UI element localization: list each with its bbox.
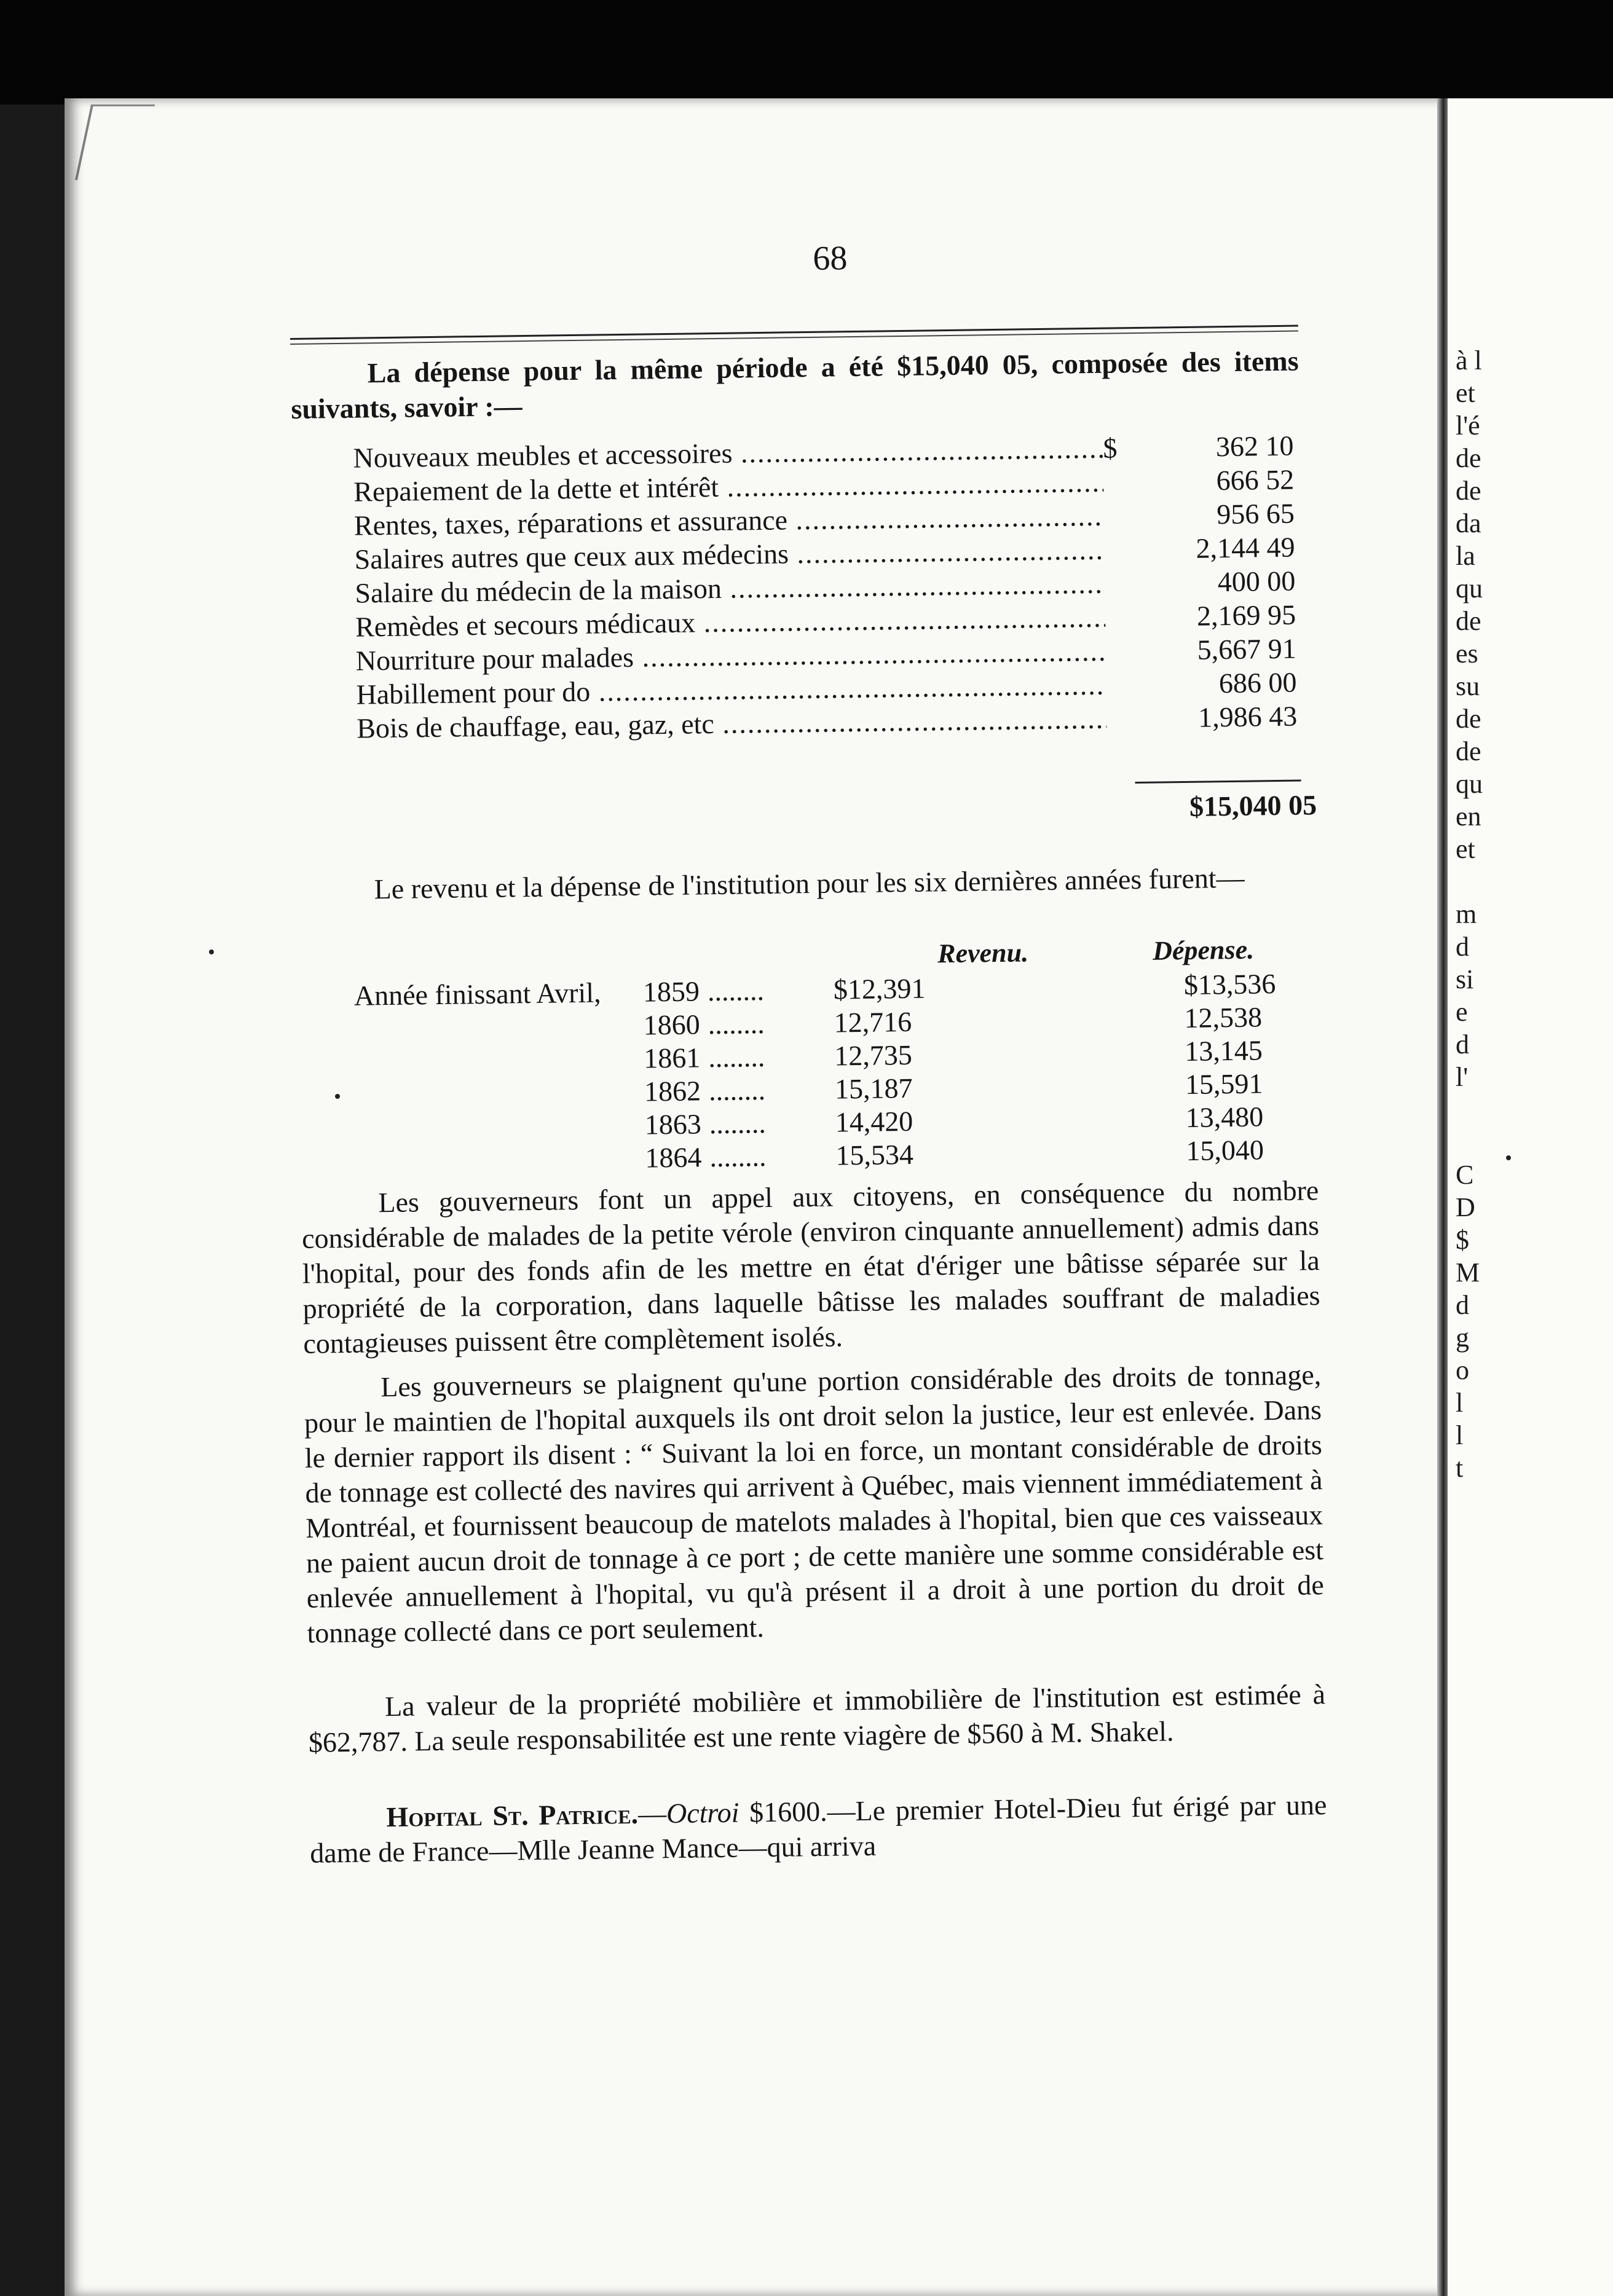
scan-border — [0, 0, 1613, 104]
facing-page-fragment: et — [1456, 378, 1475, 408]
expense-cell: 13,145 — [1184, 1034, 1263, 1067]
facing-page-fragment: t — [1456, 1453, 1464, 1483]
expense-item-amount: 362 10 — [1215, 430, 1294, 463]
page-number: 68 — [812, 239, 848, 278]
facing-page-fragment: de — [1456, 736, 1481, 766]
facing-page-fragment: g — [1456, 1323, 1469, 1353]
facing-page-fragment: l'é — [1456, 411, 1480, 441]
expense-item-label: Salaire du médecin de la maison ..... — [355, 567, 1105, 610]
expense-total: $15,040 05 — [1189, 789, 1317, 822]
revenue-row-label: Année finissant Avril, — [353, 977, 601, 1012]
expense-item-amount: 686 00 — [1218, 666, 1297, 699]
expense-item-amount: 1,986 43 — [1197, 700, 1298, 733]
expense-intro: La dépense pour la même période a été $15,040 05, composée des items suivants, savoir :— — [291, 345, 1299, 425]
revenue-cell: 12,716 — [834, 1005, 912, 1039]
paragraph-st-patrice — [309, 1787, 1327, 1871]
expense-table — [353, 429, 1315, 745]
dot-leader: ........ — [709, 1140, 767, 1173]
expense-item-label: Rentes, taxes, réparations et assurance ..... — [354, 500, 1105, 542]
expense-item-label: Repaiement de la dette et intérêt ..... — [353, 466, 1104, 508]
expense-item-amount: 400 00 — [1217, 565, 1296, 598]
dot-leader: ........ — [709, 1107, 767, 1140]
dot-leader: ........ — [708, 1007, 765, 1040]
expense-cell: $13,536 — [1183, 968, 1276, 1001]
dot-leader: ........ — [708, 1074, 766, 1107]
facing-page-fragment: et — [1456, 834, 1475, 864]
facing-page-fragment: o — [1456, 1355, 1469, 1385]
expense-item-amount: 2,144 49 — [1196, 531, 1295, 564]
expense-cell: 13,480 — [1185, 1101, 1264, 1134]
revenue-cell: 15,187 — [834, 1072, 913, 1105]
paragraph-smallpox: Les gouverneurs font un appel aux citoyens, en conséquence du nombre considérable de malades de la petite vérole (environ cinquante annuellement) admis dans l'hopital, pour des fonds afin de les mettre en état d'ériger une bâtisse séparée sur la propriété de la corporation, dans laquelle bâtisse les malades souffrant de maladies contagieuses puissent être complètement isolés. — [301, 1174, 1320, 1359]
facing-page-fragment: m — [1456, 899, 1477, 929]
facing-page-fragment: l — [1456, 1420, 1464, 1450]
facing-page-fragment: de — [1456, 476, 1481, 506]
expense-item-label: Bois de chauffage, eau, gaz, etc ..... — [357, 702, 1107, 745]
expense-cell: 15,591 — [1185, 1067, 1263, 1101]
revenue-cell: 12,735 — [834, 1039, 913, 1072]
expense-item-amount: 666 52 — [1216, 463, 1295, 497]
facing-page-fragment: d — [1456, 932, 1469, 962]
year-cell: 1860 — [643, 1008, 700, 1041]
year-cell: 1863 — [644, 1108, 702, 1141]
facing-page-fragment: qu — [1456, 769, 1483, 799]
dot-leader: ........ — [707, 974, 765, 1007]
section-text: $1600.—Le premier Hotel-Dieu fut érigé par une dame de France—Mlle Jeanne Mance—qui arriva — [309, 1789, 1327, 1869]
expense-item-label: Remèdes et secours médicaux ..... — [355, 601, 1106, 643]
facing-page-fragment: D — [1456, 1192, 1475, 1222]
year-cell: 1862 — [644, 1075, 701, 1107]
facing-page-text — [1456, 344, 1483, 1484]
facing-page-fragment: en — [1456, 801, 1481, 832]
expense-item-amount: 2,169 95 — [1196, 599, 1296, 632]
expense-cell: 12,538 — [1184, 1001, 1263, 1034]
grant-label: Octroi — [666, 1796, 739, 1830]
year-cell: 1864 — [645, 1141, 702, 1174]
revenue-column-header: Revenu. — [937, 937, 1029, 969]
revenue-cell: $12,391 — [833, 972, 926, 1005]
dot-leader: ........ — [708, 1040, 765, 1074]
facing-page-fragment — [1456, 1126, 1483, 1158]
expense-item-label: Nourriture pour malades ..... — [355, 635, 1106, 677]
speck — [209, 949, 214, 954]
paragraph-property: La valeur de la propriété mobilière et immobilière de l'institution est estimée à $62,787. La seule responsabilitée est une rente viagère de $560 à M. Shakel. — [308, 1678, 1326, 1758]
facing-page-fragment: da — [1456, 508, 1481, 538]
year-cell: 1861 — [644, 1042, 701, 1074]
facing-page-fragment: $ — [1456, 1225, 1469, 1255]
expense-item-label: Nouveaux meubles et accessoires ..... — [353, 432, 1103, 474]
facing-page-fragment: d — [1456, 1290, 1469, 1320]
facing-page-fragment: l — [1456, 1388, 1464, 1418]
currency-sign: $ — [1103, 432, 1118, 464]
facing-page-fragment: si — [1456, 964, 1474, 994]
facing-page-fragment: qu — [1456, 573, 1483, 603]
section-heading: Hopital St. Patrice. — [386, 1798, 639, 1833]
expense-item-label: Habillement pour do ..... — [356, 669, 1106, 711]
revenue-intro: Le revenu et la dépense de l'institution pour les six dernières années furent— — [374, 862, 1245, 905]
revenue-cell: 15,534 — [835, 1138, 914, 1171]
currency-sign — [1105, 626, 1136, 627]
facing-page-fragment — [1456, 865, 1483, 898]
expense-cell: 15,040 — [1186, 1134, 1264, 1167]
facing-page-fragment: de — [1456, 443, 1481, 473]
facing-page-fragment: C — [1456, 1160, 1474, 1190]
facing-page-fragment: d — [1456, 1029, 1469, 1060]
facing-page-fragment: e — [1456, 997, 1468, 1027]
speck — [1506, 1155, 1511, 1160]
revenue-cell: 14,420 — [835, 1105, 913, 1138]
expense-item-amount: 956 65 — [1217, 497, 1295, 530]
facing-page-fragment: es — [1456, 639, 1478, 669]
currency-sign — [1106, 660, 1137, 661]
expense-item-label: Salaires autres que ceux aux médecins ..... — [354, 533, 1105, 576]
facing-page-fragment: à l — [1456, 345, 1482, 375]
expense-item-amount: 5,667 91 — [1197, 632, 1297, 666]
facing-page-fragment: su — [1456, 671, 1480, 701]
facing-page-fragment: de — [1456, 704, 1481, 734]
facing-page-fragment: M — [1456, 1257, 1480, 1288]
facing-page-fragment: l' — [1456, 1062, 1469, 1092]
heading-dash: — — [637, 1798, 667, 1830]
paragraph-tonnage: Les gouverneurs se plaignent qu'une portion considérable des droits de tonnage, pour le maintien de l'hopital auxquels ils ont droit selon la justice, leur est enlevée. Dans le dernier rapport ils disent : “ Suivant la loi en force, un montant considérable de droits de tonnage est collecté des navires qui arrivent à Québec, mais viennent immédiatement à Montréal, et fournissent beaucoup de matelots malades à l'hopital, bien que ces vaisseaux ne paient aucun droit de tonnage à ce port ; de cette manière une somme considérable est enlevée annuellement à l'hopital, vu qu'à présent il a droit à une portion du droit de tonnage collecté dans ce port seulement. — [304, 1359, 1324, 1649]
facing-page-fragment: la — [1456, 541, 1475, 571]
facing-page-fragment: de — [1456, 606, 1481, 636]
year-cell: 1859 — [642, 975, 700, 1008]
currency-sign — [1103, 491, 1134, 492]
facing-page-fragment — [1456, 1093, 1483, 1126]
expense-column-header: Dépense. — [1152, 934, 1255, 966]
currency-sign — [1105, 592, 1136, 593]
